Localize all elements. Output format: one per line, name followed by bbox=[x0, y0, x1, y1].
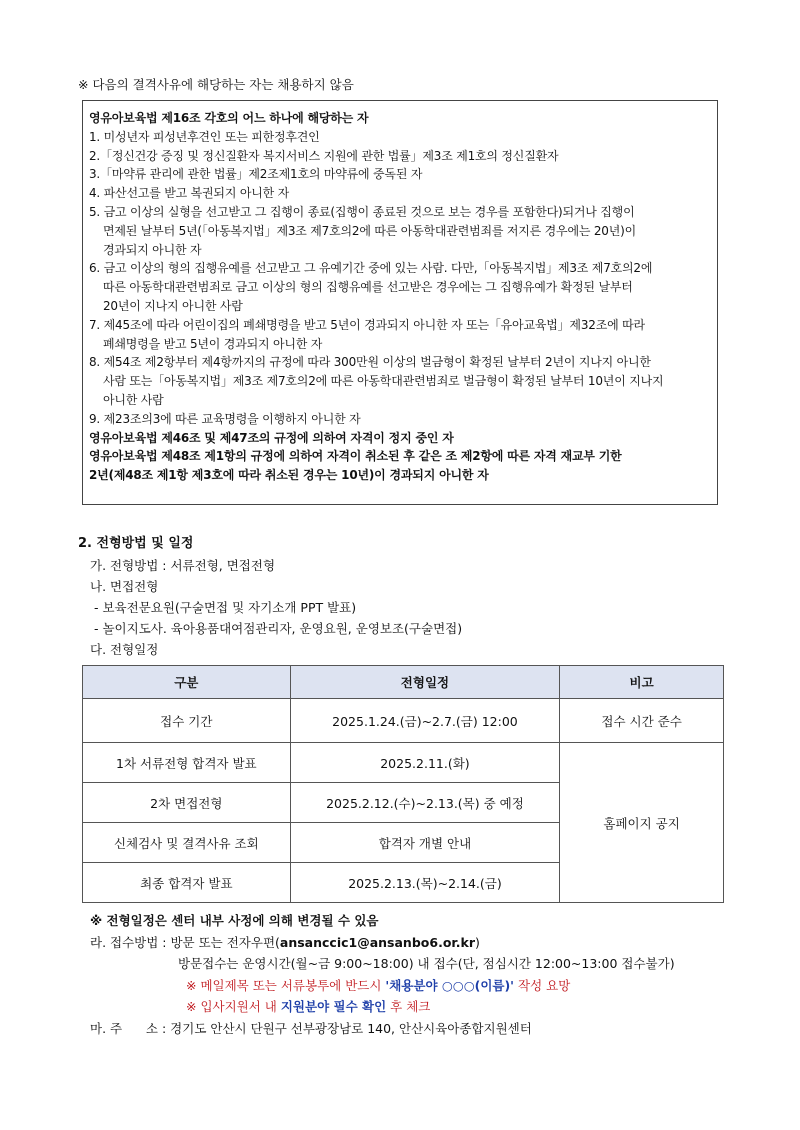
address-line: 마. 주 소 : 경기도 안산시 단원구 선부광장남로 140, 안산시육아종합지원센터 bbox=[90, 1020, 532, 1036]
mail-note-c: 작성 요망 bbox=[514, 977, 571, 993]
disq-item: 4. 파산선고를 받고 복권되지 아니한 자 bbox=[89, 186, 290, 201]
disqualification-box bbox=[82, 100, 718, 505]
disq-item: 6. 금고 이상의 형의 집행유예를 선고받고 그 유예기간 중에 있는 사람. 다만,「아동복지법」제3조 제7호의2에 bbox=[89, 261, 653, 276]
visit-hours: 방문접수는 운영시간(월~금 9:00~18:00) 내 접수(단, 점심시간 12:00~13:00 접수불가) bbox=[178, 956, 675, 971]
header-category: 구분 bbox=[83, 666, 291, 699]
disq-item-cont: 면제된 날부터 5년(「아동복지법」제3조 제7호의2에 따른 아동학대관련범죄를 저지른 경우에는 20년)이 bbox=[103, 223, 636, 238]
disq-bold-item-cont: 2년(제48조 제1항 제3호에 따라 취소된 경우는 10년)이 경과되지 아니한 자 bbox=[89, 468, 489, 483]
interview-line: - 보육전문요원(구술면접 및 자기소개 PPT 발표) bbox=[94, 600, 357, 615]
row-date: 2025.2.11.(화) bbox=[290, 743, 560, 783]
header-note: 비고 bbox=[560, 666, 724, 699]
row-note: 접수 시간 준수 bbox=[560, 699, 724, 743]
disq-item-cont: 아니한 사람 bbox=[103, 392, 164, 407]
disq-item: 2.「정신건강 증징 및 정신질환자 복지서비스 지원에 관한 법률」제3조 제1호의 정신질환자 bbox=[89, 148, 559, 163]
selection-method bbox=[90, 555, 462, 660]
application-check-note bbox=[90, 996, 675, 1018]
merged-note: 홈페이지 공지 bbox=[560, 743, 724, 903]
disq-item: 9. 제23조의3에 따른 교육명령을 이행하지 아니한 자 bbox=[89, 411, 361, 426]
schedule-change-note: ※ 전형일정은 센터 내부 사정에 의해 변경될 수 있음 bbox=[90, 913, 379, 928]
method-line: 가. 전형방법 : 서류전형, 면접전형 bbox=[90, 558, 276, 573]
disq-item: 1. 미성년자 피성년후견인 또는 피한정후견인 bbox=[89, 129, 320, 144]
table-row bbox=[83, 699, 724, 743]
disq-item-cont: 폐쇄명령을 받고 5년이 경과되지 아니한 자 bbox=[103, 336, 323, 351]
table-row bbox=[83, 743, 724, 783]
disq-item-cont: 사람 또는「아동복지법」제3조 제7호의2에 따른 아동학대관련범죄로 벌금형이 확정된 날부터 10년이 지나지 bbox=[103, 374, 664, 389]
schedule-table bbox=[82, 665, 724, 903]
schedule-heading: 다. 전형일정 bbox=[90, 642, 159, 657]
disq-heading: 영유아보육법 제16조 각호의 어느 하나에 해당하는 자 bbox=[89, 111, 369, 125]
disq-bold-item: 영유아보육법 제48조 제1항의 규정에 의하여 자격이 취소된 후 같은 조 제2항에 따른 자격 재교부 기한 bbox=[89, 449, 622, 464]
interview-line: - 놀이지도사. 육아용품대여점관리자, 운영요원, 운영보조(구술면접) bbox=[94, 621, 463, 636]
disq-bold-item: 영유아보육법 제46조 및 제47조의 규정에 의하여 자격이 정지 중인 자 bbox=[89, 430, 454, 445]
disq-item: 3.「마약류 관리에 관한 법률」제2조제1호의 마약류에 중독된 자 bbox=[89, 167, 423, 182]
row-date: 2025.2.12.(수)~2.13.(목) 중 예정 bbox=[290, 783, 560, 823]
email-address: ansanccic1@ansanbo6.or.kr bbox=[279, 934, 476, 950]
section-title: 2. 전형방법 및 일정 bbox=[78, 536, 194, 551]
row-label: 2차 면접전형 bbox=[83, 783, 291, 823]
app-note-c: 후 체크 bbox=[386, 999, 431, 1014]
row-label: 접수 기간 bbox=[83, 699, 291, 743]
row-label: 신체검사 및 결격사유 조회 bbox=[83, 823, 291, 863]
disq-item-cont: 따른 아동학대관련범죄로 금고 이상의 형의 집행유예를 선고받은 경우에는 그 집행유예가 확정된 날부터 bbox=[103, 280, 633, 295]
mail-note-a: ※ 메일제목 또는 서류봉투에 반드시 bbox=[186, 977, 386, 993]
app-note-emph: 지원분야 필수 확인 bbox=[280, 999, 387, 1014]
disq-item: 8. 제54조 제2항부터 제4항까지의 규정에 따라 300만원 이상의 벌금형이 확정된 날부터 2년이 지나지 아니한 bbox=[89, 355, 651, 370]
app-note-a: ※ 입사지원서 내 bbox=[186, 999, 281, 1014]
row-label: 1차 서류전형 합격자 발표 bbox=[83, 743, 291, 783]
mail-note-emph: '채용분야 ○○○(이름)' bbox=[385, 977, 515, 993]
row-date: 2025.1.24.(금)~2.7.(금) 12:00 bbox=[290, 699, 560, 743]
header-schedule: 전형일정 bbox=[290, 666, 560, 699]
row-date: 합격자 개별 안내 bbox=[290, 823, 560, 863]
row-date: 2025.2.13.(목)~2.14.(금) bbox=[290, 863, 560, 903]
mail-title-note bbox=[90, 975, 675, 997]
application-method bbox=[90, 932, 675, 954]
method-suffix: ) bbox=[475, 934, 480, 950]
disqualification-intro: ※ 다음의 결격사유에 해당하는 자는 채용하지 않음 bbox=[78, 77, 354, 92]
disq-item: 5. 금고 이상의 실형을 선고받고 그 집행이 종료(집행이 종료된 것으로 보는 경우를 포함한다)되거나 집행이 bbox=[89, 204, 635, 219]
disq-item-cont: 경과되지 아니한 자 bbox=[103, 242, 202, 257]
disq-item: 7. 제45조에 따라 어린이집의 폐쇄명령을 받고 5년이 경과되지 아니한 자 또는「유아교육법」제32조에 따라 bbox=[89, 317, 645, 332]
disq-item-cont: 20년이 지나지 아니한 사람 bbox=[103, 298, 243, 313]
method-prefix: 라. 접수방법 : 방문 또는 전자우편( bbox=[90, 934, 280, 950]
application-info bbox=[90, 910, 675, 1039]
table-header-row bbox=[83, 666, 724, 699]
row-label: 최종 합격자 발표 bbox=[83, 863, 291, 903]
interview-heading: 나. 면접전형 bbox=[90, 579, 159, 594]
